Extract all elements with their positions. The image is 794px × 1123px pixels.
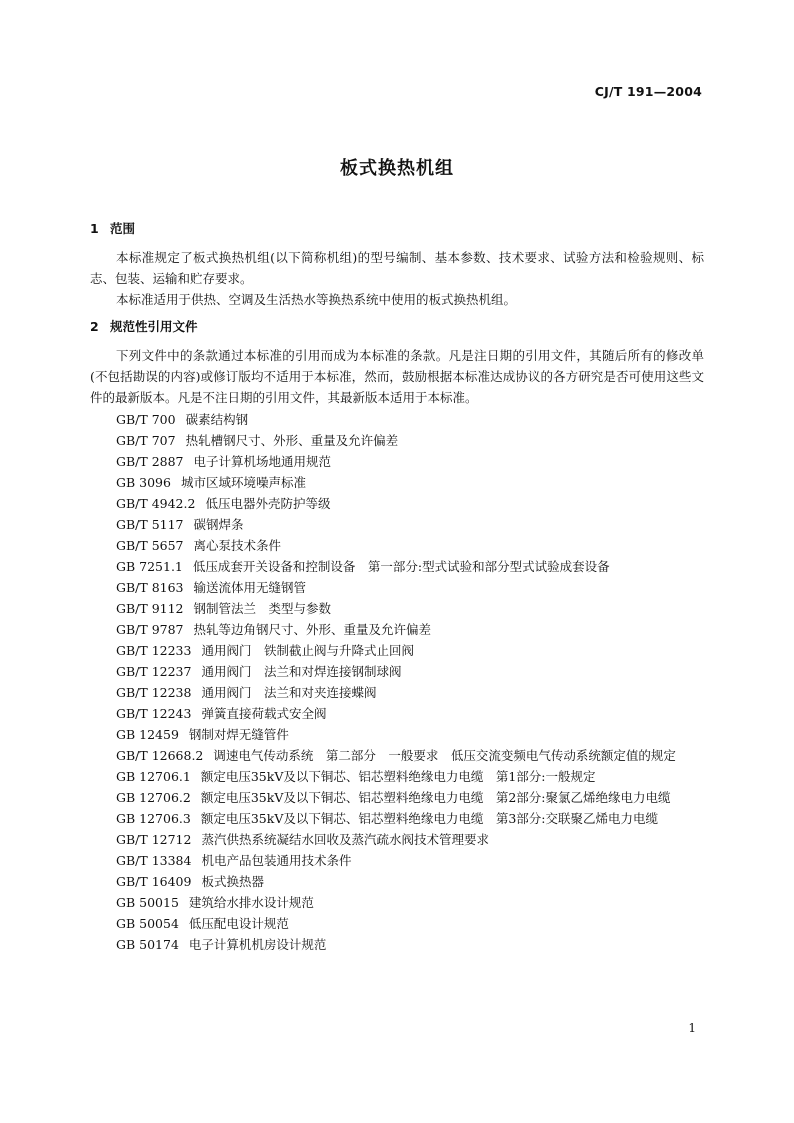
reference-title: 低压电器外壳防护等级 xyxy=(205,496,331,511)
reference-title: 钢制对焊无缝管件 xyxy=(188,727,289,742)
reference-code: GB/T 2887 xyxy=(116,454,184,469)
reference-item xyxy=(90,556,704,577)
reference-title: 低压配电设计规范 xyxy=(188,916,289,931)
reference-title: 通用阀门 法兰和对夹连接蝶阀 xyxy=(201,685,377,700)
reference-code: GB/T 12712 xyxy=(116,832,192,847)
reference-code: GB/T 12238 xyxy=(116,685,192,700)
reference-item xyxy=(90,535,704,556)
reference-title: 热轧槽钢尺寸、外形、重量及允许偏差 xyxy=(185,433,399,448)
reference-item xyxy=(90,577,704,598)
section-title: 规范性引用文件 xyxy=(110,319,198,334)
section-heading-scope xyxy=(90,218,704,239)
reference-title: 通用阀门 铁制截止阀与升降式止回阀 xyxy=(201,643,414,658)
standard-number: CJ/T 191—2004 xyxy=(594,84,702,99)
reference-code: GB/T 12243 xyxy=(116,706,192,721)
document-body xyxy=(90,214,704,955)
reference-code: GB/T 707 xyxy=(116,433,176,448)
reference-title: 额定电压35kV及以下铜芯、铝芯塑料绝缘电力电缆 第1部分:一般规定 xyxy=(200,769,596,784)
reference-item xyxy=(90,913,704,934)
reference-item xyxy=(90,934,704,955)
reference-item xyxy=(90,682,704,703)
reference-code: GB/T 5657 xyxy=(116,538,184,553)
reference-title: 输送流体用无缝钢管 xyxy=(193,580,307,595)
reference-item xyxy=(90,661,704,682)
reference-item xyxy=(90,724,704,745)
section-title: 范围 xyxy=(110,221,136,236)
reference-title: 调速电气传动系统 第二部分 一般要求 低压交流变频电气传动系统额定值的规定 xyxy=(213,748,676,763)
reference-item xyxy=(90,766,704,787)
reference-code: GB 12459 xyxy=(116,727,179,742)
reference-code: GB 3096 xyxy=(116,475,171,490)
reference-item xyxy=(90,808,704,829)
reference-code: GB 50015 xyxy=(116,895,179,910)
reference-item xyxy=(90,640,704,661)
reference-item xyxy=(90,409,704,430)
reference-code: GB/T 13384 xyxy=(116,853,192,868)
reference-title: 电子计算机机房设计规范 xyxy=(188,937,327,952)
scope-paragraph: 本标准适用于供热、空调及生活热水等换热系统中使用的板式换热机组。 xyxy=(116,292,517,307)
reference-item xyxy=(90,850,704,871)
reference-item xyxy=(90,871,704,892)
reference-title: 碳钢焊条 xyxy=(193,517,244,532)
reference-title: 碳素结构钢 xyxy=(185,412,249,427)
reference-code: GB/T 700 xyxy=(116,412,176,427)
references-intro: 下列文件中的条款通过本标准的引用而成为本标准的条款。凡是注日期的引用文件，其随后所有的修改单(不包括勘误的内容)或修订版均不适用于本标准，然而，鼓励根据本标准达成协议的各方研究是否可使用这些文件的最新版本。凡是不注日期的引用文件，其最新版本适用于本标准。 xyxy=(90,348,704,405)
reference-item xyxy=(90,787,704,808)
reference-item xyxy=(90,703,704,724)
reference-code: GB/T 5117 xyxy=(116,517,184,532)
section-number: 1 xyxy=(90,221,99,236)
reference-code: GB 12706.3 xyxy=(116,811,191,826)
document-title: 板式换热机组 xyxy=(340,158,454,179)
reference-code: GB/T 12233 xyxy=(116,643,192,658)
reference-code: GB/T 4942.2 xyxy=(116,496,196,511)
reference-title: 离心泵技术条件 xyxy=(193,538,282,553)
section-number: 2 xyxy=(90,319,99,334)
reference-list xyxy=(90,409,704,955)
reference-item xyxy=(90,598,704,619)
reference-item xyxy=(90,892,704,913)
scope-paragraph: 本标准规定了板式换热机组(以下简称机组)的型号编制、基本参数、技术要求、试验方法和检验规则、标志、包装、运输和贮存要求。 xyxy=(90,250,704,286)
reference-item xyxy=(90,472,704,493)
reference-code: GB/T 16409 xyxy=(116,874,192,889)
reference-title: 热轧等边角钢尺寸、外形、重量及允许偏差 xyxy=(193,622,432,637)
reference-title: 建筑给水排水设计规范 xyxy=(188,895,314,910)
reference-item xyxy=(90,493,704,514)
reference-title: 蒸汽供热系统凝结水回收及蒸汽疏水阀技术管理要求 xyxy=(201,832,489,847)
reference-code: GB 50054 xyxy=(116,916,179,931)
reference-code: GB 50174 xyxy=(116,937,179,952)
reference-item xyxy=(90,430,704,451)
reference-code: GB/T 9112 xyxy=(116,601,184,616)
reference-title: 钢制管法兰 类型与参数 xyxy=(193,601,332,616)
reference-code: GB 12706.1 xyxy=(116,769,191,784)
reference-title: 低压成套开关设备和控制设备 第一部分:型式试验和部分型式试验成套设备 xyxy=(192,559,610,574)
reference-item xyxy=(90,745,704,766)
reference-code: GB/T 12668.2 xyxy=(116,748,204,763)
reference-item xyxy=(90,514,704,535)
reference-title: 机电产品包装通用技术条件 xyxy=(201,853,352,868)
reference-title: 额定电压35kV及以下铜芯、铝芯塑料绝缘电力电缆 第2部分:聚氯乙烯绝缘电力电缆 xyxy=(200,790,671,805)
reference-item xyxy=(90,619,704,640)
reference-code: GB/T 9787 xyxy=(116,622,184,637)
reference-title: 通用阀门 法兰和对焊连接钢制球阀 xyxy=(201,664,402,679)
reference-title: 板式换热器 xyxy=(201,874,264,889)
reference-title: 额定电压35kV及以下铜芯、铝芯塑料绝缘电力电缆 第3部分:交联聚乙烯电力电缆 xyxy=(200,811,659,826)
reference-item xyxy=(90,829,704,850)
reference-title: 电子计算机场地通用规范 xyxy=(193,454,332,469)
reference-code: GB 12706.2 xyxy=(116,790,191,805)
reference-code: GB/T 12237 xyxy=(116,664,192,679)
reference-code: GB/T 8163 xyxy=(116,580,184,595)
page-number: 1 xyxy=(688,1021,696,1035)
reference-title: 弹簧直接荷载式安全阀 xyxy=(201,706,327,721)
reference-title: 城市区域环境噪声标准 xyxy=(180,475,306,490)
reference-code: GB 7251.1 xyxy=(116,559,183,574)
section-heading-normative-references xyxy=(90,316,704,337)
reference-item xyxy=(90,451,704,472)
